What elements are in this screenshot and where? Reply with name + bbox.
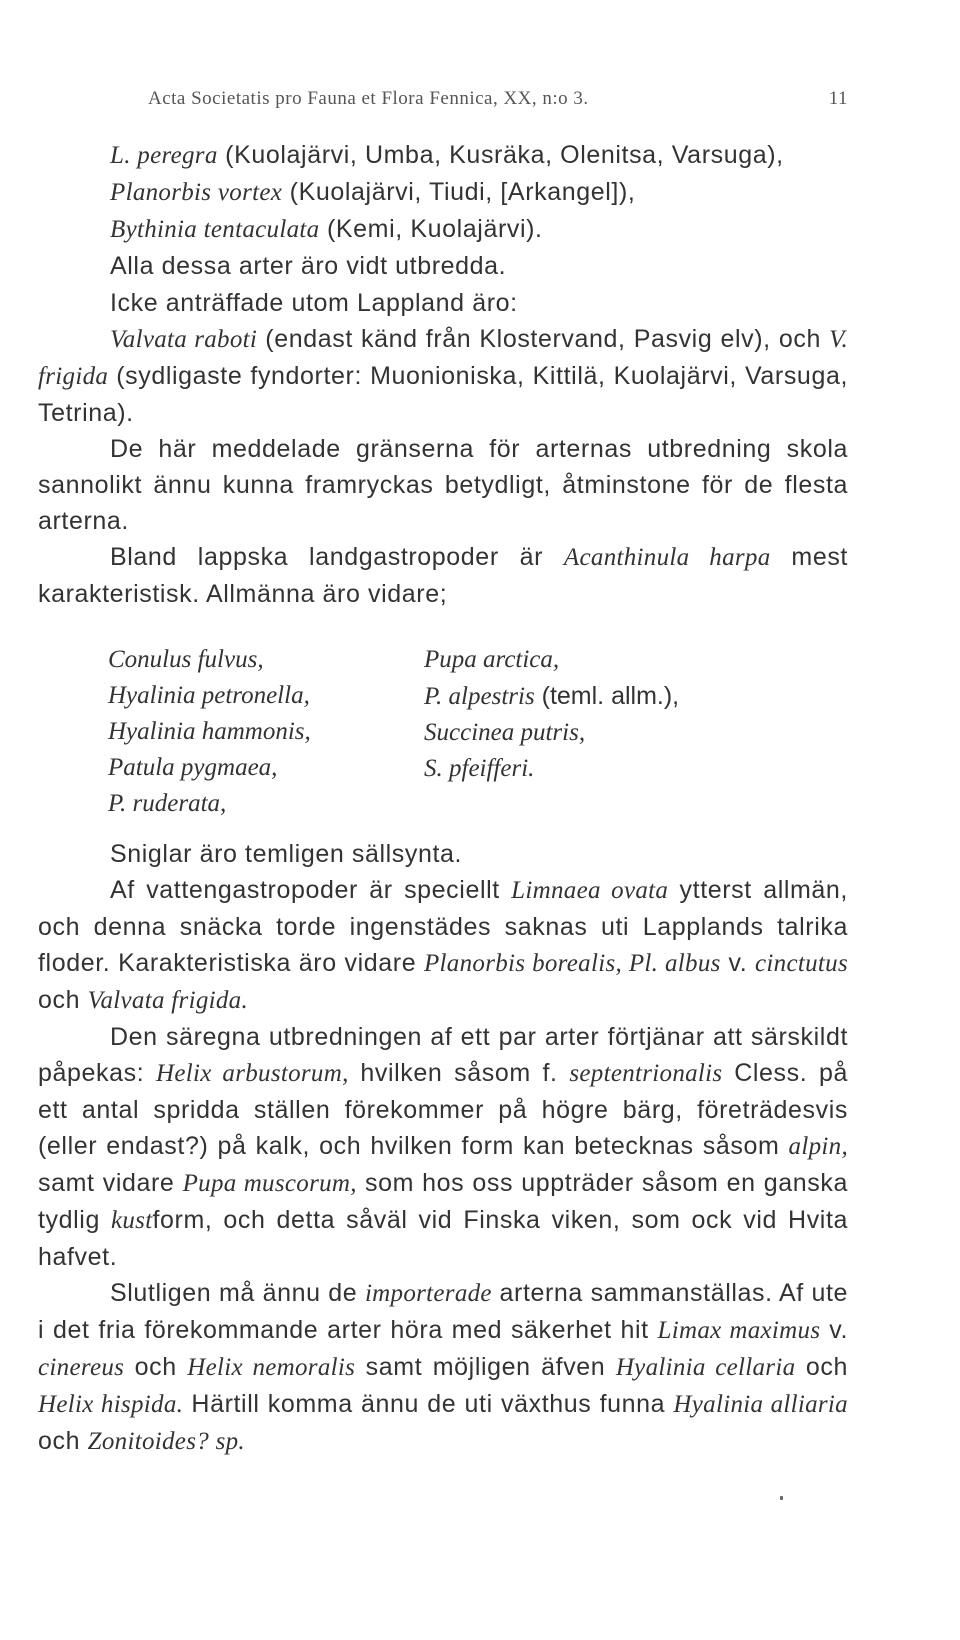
species-column-right bbox=[424, 642, 679, 787]
text-run: Den säregna utbredningen af ett par arter förtjänar att särskildt påpekas: bbox=[38, 1023, 848, 1087]
intro-species-list bbox=[38, 137, 848, 284]
journal-title: Acta Societatis pro Fauna et Flora Fennica, XX, n:o 3. bbox=[148, 88, 589, 109]
species-item: Conulus fulvus, bbox=[108, 646, 264, 673]
species-column-left bbox=[108, 642, 311, 822]
species-item: P. ruderata, bbox=[108, 790, 227, 817]
text-run: och bbox=[124, 1353, 188, 1381]
species-name: alpin, bbox=[788, 1133, 848, 1160]
species-item: Hyalinia petronella, bbox=[108, 682, 310, 709]
text-run: Bland lappska landgastropoder är bbox=[110, 543, 564, 571]
text-run: ytterst allmän, och denna snäcka torde ingenstädes saknas uti Lapplands talrika floder. Karakteristiska äro vidare bbox=[38, 876, 848, 977]
species-item: P. alpestris (teml. allm.), bbox=[424, 682, 680, 710]
species-name: cinereus bbox=[38, 1354, 125, 1381]
text-run: Af vattengastropoder är speciellt bbox=[110, 876, 512, 904]
species-name: Pupa muscorum, bbox=[182, 1170, 357, 1197]
text-run: och bbox=[38, 1427, 88, 1455]
text-run: (sydligaste fyndorter: Muonioniska, Kittilä, Kuolajärvi, Varsuga, Tetrina). bbox=[38, 362, 848, 427]
page-number: 11 bbox=[828, 88, 848, 109]
species-item: Succinea putris, bbox=[424, 719, 586, 746]
species-name: L. peregra bbox=[110, 142, 218, 169]
species-name: Valvata raboti bbox=[110, 326, 258, 353]
text-run: Alla dessa arter äro vidt utbredda. bbox=[110, 252, 507, 280]
species-name: cinctutus bbox=[755, 950, 848, 977]
text-run: (Kemi, Kuolajärvi). bbox=[319, 215, 543, 243]
species-item: S. pfeifferi. bbox=[424, 755, 535, 782]
text-run: Slutligen må ännu de bbox=[110, 1279, 365, 1307]
intro-line bbox=[38, 248, 848, 284]
paragraph-vattengastropoder bbox=[38, 872, 848, 1019]
intro-line bbox=[38, 174, 848, 211]
species-name: Planorbis borealis, Pl. albus bbox=[423, 950, 721, 977]
species-name: kust bbox=[110, 1207, 153, 1234]
lappland-section bbox=[38, 285, 848, 612]
text-run: samt vidare bbox=[38, 1169, 183, 1197]
text-run: som hos oss uppträder såsom en ganska tydlig bbox=[38, 1169, 849, 1234]
text-run: v. bbox=[820, 1316, 848, 1344]
species-item: Patula pygmaea, bbox=[108, 754, 278, 781]
species-name: Planorbis vortex bbox=[110, 179, 283, 206]
paragraph-slutligen bbox=[38, 1275, 848, 1460]
species-name: Zonitoides? sp. bbox=[87, 1428, 245, 1455]
species-name: septentrionalis bbox=[569, 1060, 723, 1087]
species-name: Hyalinia cellaria bbox=[615, 1354, 796, 1381]
text-run: v. bbox=[720, 949, 756, 977]
species-name: Acanthinula harpa bbox=[563, 544, 771, 571]
species-name: Helix nemoralis bbox=[187, 1354, 356, 1381]
text-run: hvilken såsom f. bbox=[348, 1059, 570, 1087]
paragraph-saregna bbox=[38, 1019, 848, 1275]
species-name: Helix hispida. bbox=[38, 1391, 184, 1418]
paragraph-granserna: De här meddelade gränserna för arternas utbredning skola sannolikt ännu kunna framryckas betydligt, åtminstone för de flesta arterna. bbox=[38, 435, 848, 535]
species-item: Hyalinia hammonis, bbox=[108, 718, 311, 745]
text-run: samt möjligen äfven bbox=[355, 1353, 616, 1381]
species-name: importerade bbox=[364, 1280, 492, 1307]
species-name: Hyalinia alliaria bbox=[673, 1391, 848, 1418]
text-run: mest karakteristisk. Allmänna äro vidare; bbox=[38, 543, 848, 608]
species-name: V. frigida bbox=[38, 326, 848, 390]
text-run: form, och detta såväl vid Finska viken, som ock vid Hvita hafvet. bbox=[38, 1206, 848, 1271]
print-speck bbox=[780, 1496, 783, 1500]
species-name: Helix arbustorum, bbox=[156, 1060, 349, 1087]
text-run: arterna sammanställas. Af ute i det fria förekommande arter höra med säkerhet hit bbox=[38, 1279, 848, 1344]
body-text bbox=[38, 836, 848, 1460]
species-note: (teml. allm.), bbox=[534, 682, 680, 710]
species-name: Limnaea ovata bbox=[511, 877, 669, 904]
lappland-paragraph bbox=[38, 321, 848, 431]
paragraph-sniglar: Sniglar äro temligen sällsynta. bbox=[110, 840, 463, 868]
species-name: Limax maximus bbox=[657, 1317, 821, 1344]
running-header bbox=[148, 88, 848, 110]
intro-line bbox=[38, 211, 848, 248]
text-run: och bbox=[38, 986, 88, 1014]
text-run: och bbox=[795, 1353, 849, 1381]
species-name: Bythinia tentaculata bbox=[110, 216, 320, 243]
text-run: (Kuolajärvi, Tiudi, [Arkangel]), bbox=[282, 178, 636, 206]
text-run: (Kuolajärvi, Umba, Kusräka, Olenitsa, Varsuga), bbox=[217, 141, 784, 169]
intro-line bbox=[38, 137, 848, 174]
species-name: Valvata frigida. bbox=[87, 987, 249, 1014]
paragraph-bland bbox=[38, 539, 848, 612]
text-run: Cless. på ett antal spridda ställen förekommer på högre bärg, företrädesvis (eller endast?) på kalk, och hvilken form kan betecknas såsom bbox=[38, 1059, 848, 1160]
lappland-heading: Icke anträffade utom Lappland äro: bbox=[110, 289, 518, 317]
text-run: (endast känd från Klostervand, Pasvig elv), och bbox=[257, 325, 830, 353]
species-item: Pupa arctica, bbox=[424, 646, 560, 673]
text-run: Härtill komma ännu de uti växthus funna bbox=[183, 1390, 674, 1418]
